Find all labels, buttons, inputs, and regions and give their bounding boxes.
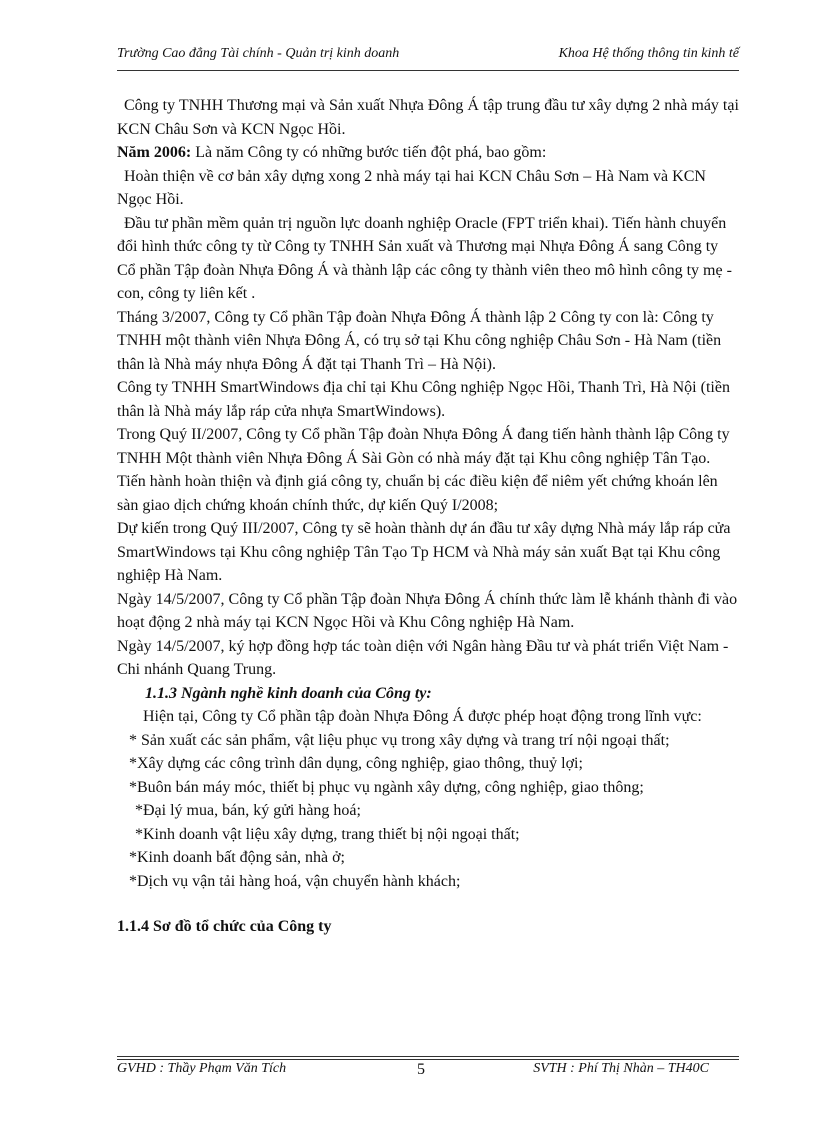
- paragraph: Ngày 14/5/2007, Công ty Cổ phần Tập đoàn Nhựa Đông Á chính thức làm lễ khánh thành đi vào hoạt động 2 nhà máy tại KCN Ngọc Hồi và Khu Công nghiệp Hà Nam.: [117, 590, 738, 631]
- paragraph: [117, 141, 739, 165]
- list-item: *Kinh doanh vật liệu xây dựng, trang thiết bị nội ngoại thất;: [135, 825, 520, 843]
- paragraph: Trong Quý II/2007, Công ty Cổ phần Tập đoàn Nhựa Đông Á đang tiến hành thành lập Công ty TNHH Một thành viên Nhựa Đông Á Sài Gòn có nhà máy đặt tại Khu công nghiệp Tân Tạo.: [117, 426, 730, 467]
- header-school: Trường Cao đẳng Tài chính - Quản trị kinh doanh: [117, 46, 400, 61]
- list-item: *Xây dựng các công trình dân dụng, công nghiệp, giao thông, thuỷ lợi;: [129, 755, 583, 772]
- year-label: Năm 2006:: [117, 144, 192, 161]
- footer-divider: [117, 1056, 739, 1057]
- section-heading: 1.1.4 Sơ đồ tổ chức của Công ty: [117, 918, 332, 935]
- paragraph: Ngày 14/5/2007, ký hợp đồng hợp tác toàn diện với Ngân hàng Đầu tư và phát triển Việt Nam - Chi nhánh Quang Trung.: [117, 637, 729, 678]
- page-footer: [117, 1061, 739, 1083]
- header-faculty: Khoa Hệ thống thông tin kinh tế: [558, 46, 739, 61]
- list-item: *Dịch vụ vận tải hàng hoá, vận chuyển hành khách;: [129, 872, 461, 890]
- page-header: [117, 46, 739, 68]
- list-item: * Sản xuất các sản phẩm, vật liệu phục vụ trong xây dựng và trang trí nội ngoại thất;: [129, 731, 670, 749]
- list-item: *Đại lý mua, bán, ký gửi hàng hoá;: [135, 802, 361, 819]
- paragraph: Công ty TNHH SmartWindows địa chỉ tại Khu Công nghiệp Ngọc Hồi, Thanh Trì, Hà Nội (tiền thân là Nhà máy lắp ráp cửa nhựa SmartWindows).: [117, 379, 730, 420]
- subsection-heading: 1.1.3 Ngành nghề kinh doanh của Công ty:: [145, 684, 432, 702]
- paragraph: Đầu tư phần mềm quản trị nguồn lực doanh nghiệp Oracle (FPT triển khai). Tiến hành chuyển đổi hình thức công ty từ Công ty TNHH Sản xuất và Thương mại Nhựa Đông Á sang Công ty Cổ phần Tập đoàn Nhựa Đông Á và thành lập các công ty thành viên theo mô hình công ty mẹ - con, công ty liên kết .: [117, 214, 732, 302]
- page-number: 5: [417, 1061, 425, 1078]
- list-item: *Kinh doanh bất động sản, nhà ở;: [129, 849, 345, 866]
- paragraph: Tiến hành hoàn thiện và định giá công ty, chuẩn bị các điều kiện để niêm yết chứng khoán lên sàn giao dịch chứng khoán chính thức, dự kiến Quý I/2008;: [117, 473, 718, 514]
- footer-student: SVTH : Phí Thị Nhàn – TH40C: [533, 1061, 709, 1076]
- footer-divider: [117, 1059, 739, 1060]
- document-body: [117, 94, 739, 939]
- paragraph: Hoàn thiện về cơ bản xây dựng xong 2 nhà máy tại hai KCN Châu Sơn – Hà Nam và KCN Ngọc Hồi.: [117, 167, 706, 208]
- footer-instructor: GVHD : Thầy Phạm Văn Tích: [117, 1061, 287, 1076]
- header-divider: [117, 70, 739, 71]
- paragraph: Tháng 3/2007, Công ty Cổ phần Tập đoàn Nhựa Đông Á thành lập 2 Công ty con là: Công ty TNHH một thành viên Nhựa Đông Á, có trụ sở tại Khu công nghiệp Châu Sơn - Hà Nam (tiền thân là Nhà máy nhựa Đông Á đặt tại Thanh Trì – Hà Nội).: [117, 308, 722, 373]
- paragraph-text: Là năm Công ty có những bước tiến đột phá, bao gồm:: [191, 144, 547, 161]
- paragraph: Công ty TNHH Thương mại và Sản xuất Nhựa Đông Á tập trung đầu tư xây dựng 2 nhà máy tại KCN Châu Sơn và KCN Ngọc Hồi.: [117, 97, 739, 138]
- list-item: *Buôn bán máy móc, thiết bị phục vụ ngành xây dựng, công nghiệp, giao thông;: [129, 778, 644, 796]
- paragraph: Dự kiến trong Quý III/2007, Công ty sẽ hoàn thành dự án đầu tư xây dựng Nhà máy lắp ráp cửa SmartWindows tại Khu công nghiệp Tân Tạo Tp HCM và Nhà máy sản xuất Bạt tại Khu công nghiệp Hà Nam.: [117, 520, 731, 584]
- paragraph: Hiện tại, Công ty Cổ phần tập đoàn Nhựa Đông Á được phép hoạt động trong lĩnh vực:: [143, 708, 702, 725]
